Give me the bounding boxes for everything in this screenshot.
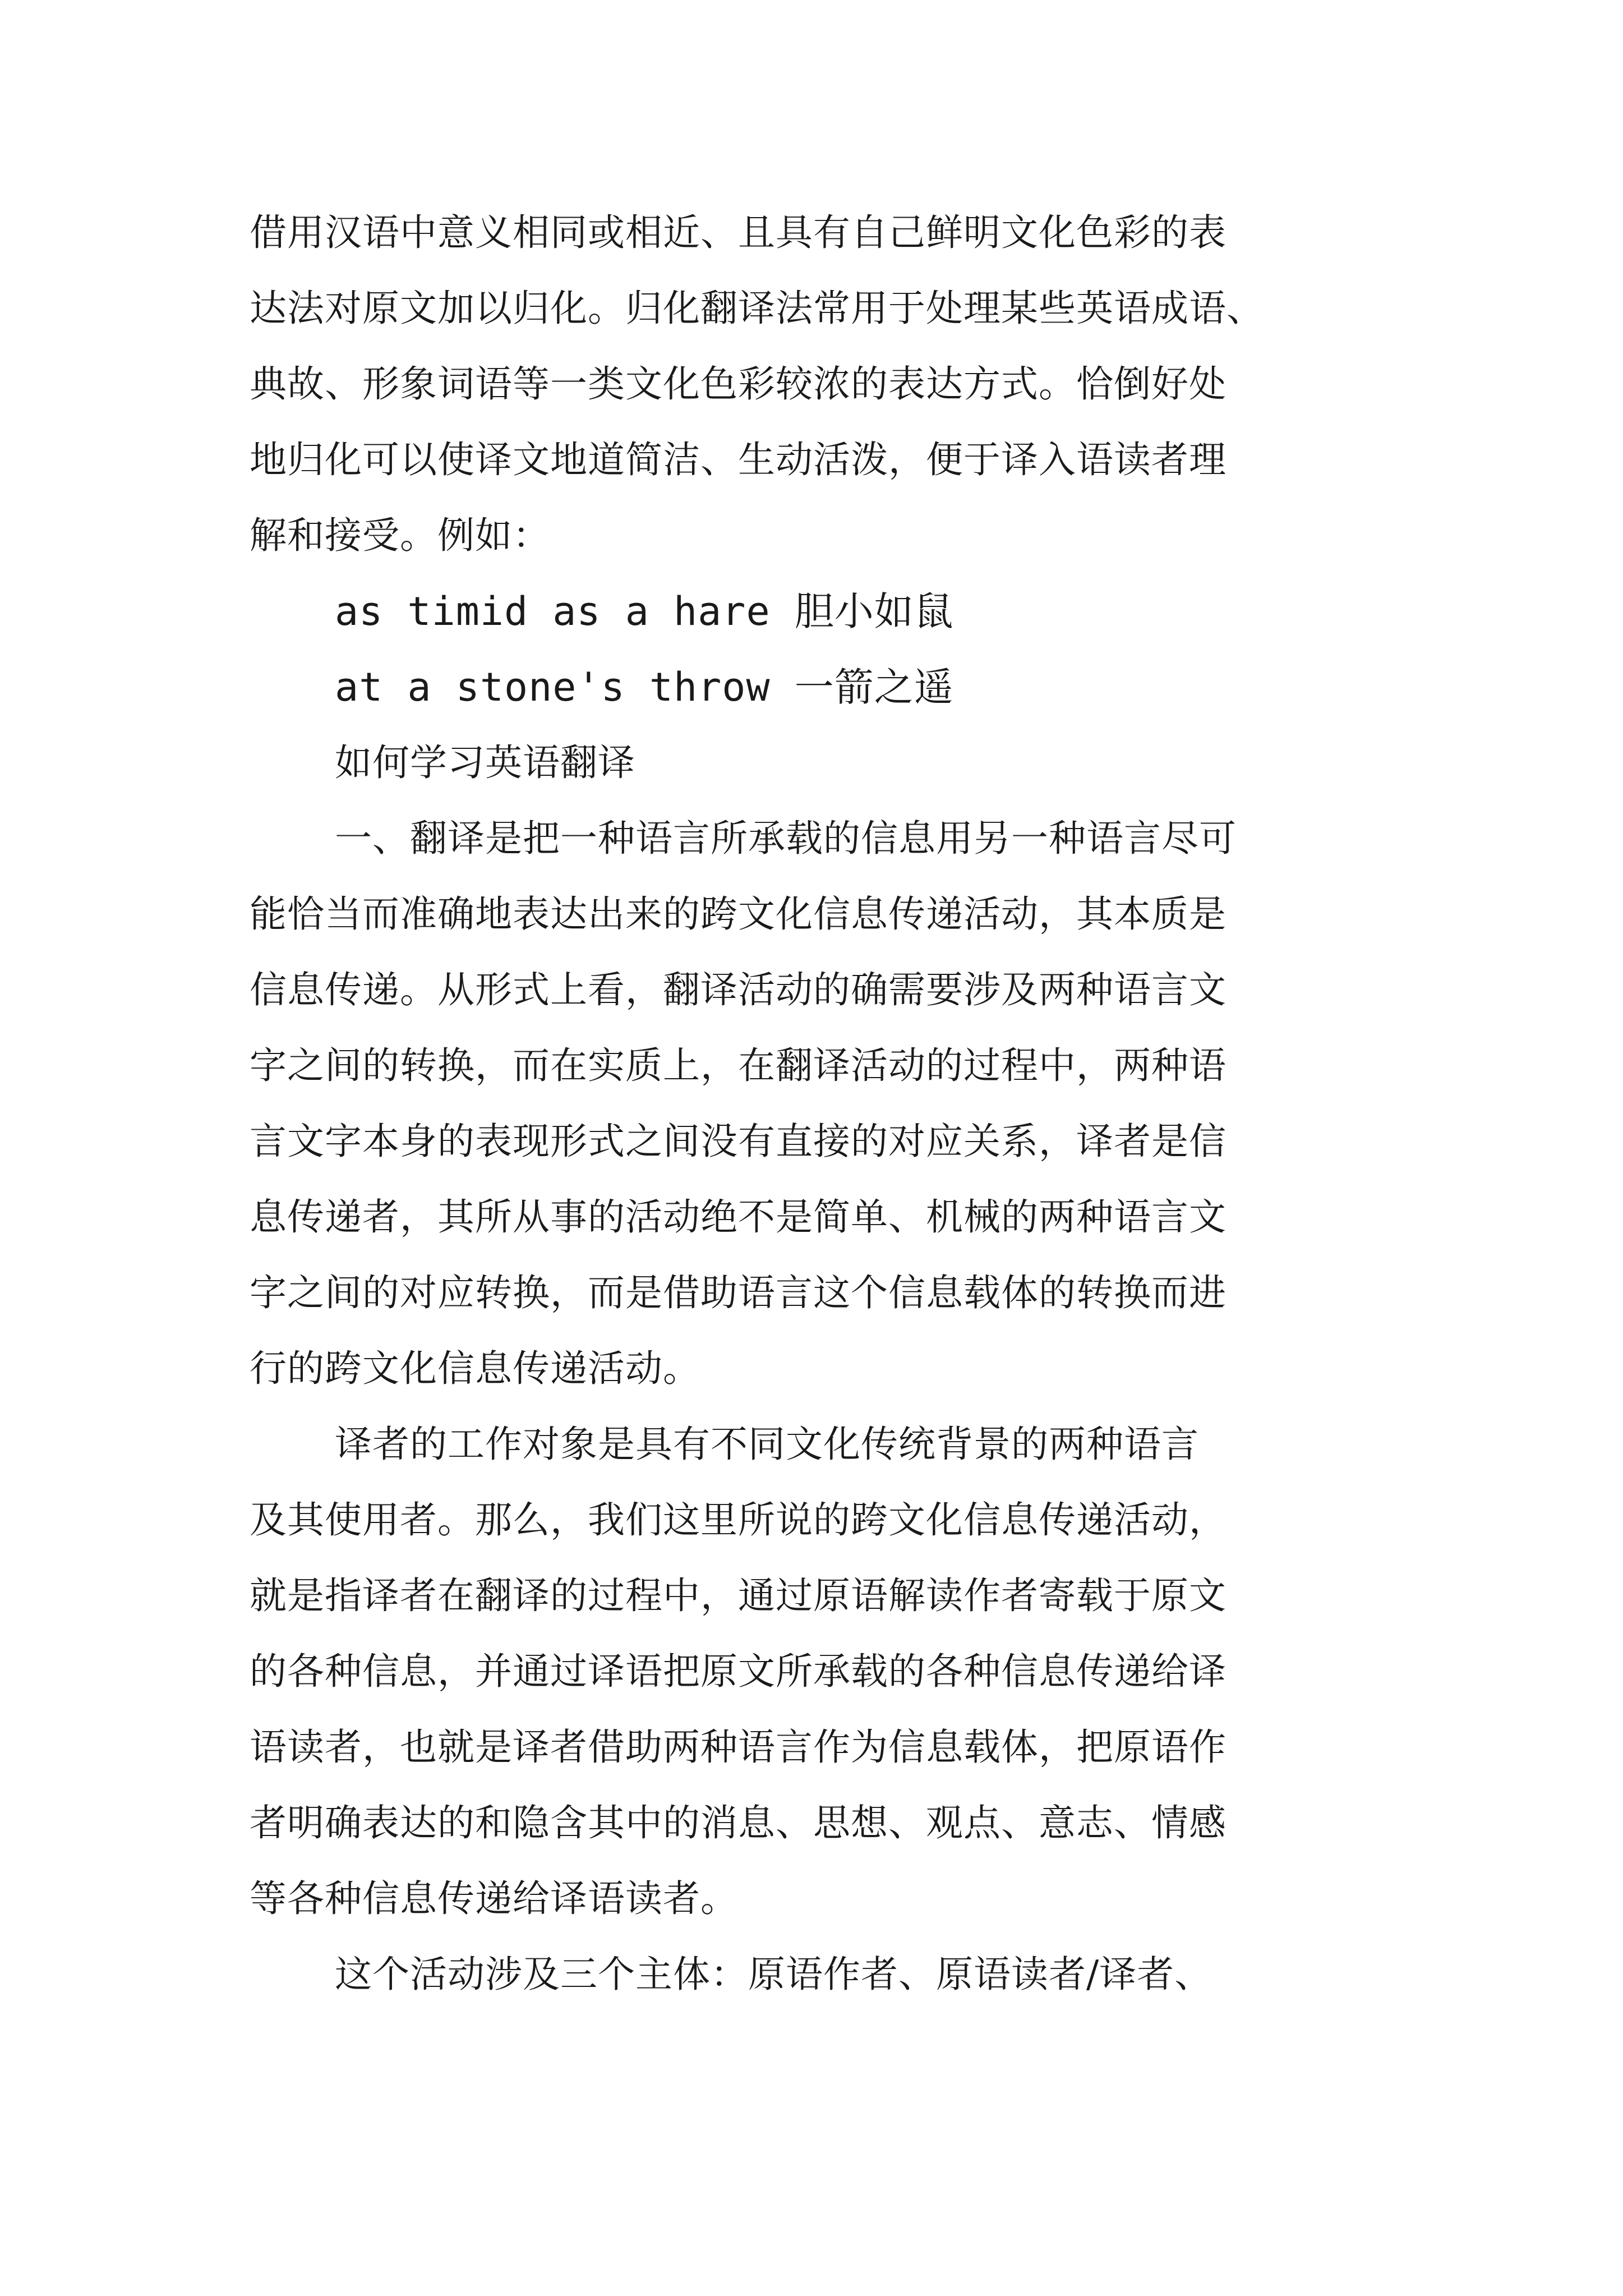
- paragraph-line: 行的跨文化信息传递活动。: [250, 1347, 700, 1390]
- paragraph-line: 就是指译者在翻译的过程中，通过原语解读作者寄载于原文: [250, 1574, 1227, 1617]
- paragraph-line: 译者的工作对象是具有不同文化传统背景的两种语言: [335, 1423, 1199, 1466]
- section-heading: 如何学习英语翻译: [335, 741, 635, 784]
- paragraph-line: 信息传递。从形式上看，翻译活动的确需要涉及两种语言文: [250, 968, 1227, 1011]
- paragraph-line: 能恰当而准确地表达出来的跨文化信息传递活动，其本质是: [250, 892, 1227, 936]
- paragraph-line: 典故、形象词语等一类文化色彩较浓的表达方式。恰倒好处: [250, 362, 1227, 406]
- example-line: as timid as a hare 胆小如鼠: [335, 588, 954, 634]
- paragraph-line: 字之间的对应转换，而是借助语言这个信息载体的转换而进: [250, 1271, 1227, 1314]
- paragraph-line: 这个活动涉及三个主体：原语作者、原语读者/译者、: [335, 1953, 1212, 1996]
- paragraph-line: 一、翻译是把一种语言所承载的信息用另一种语言尽可: [335, 817, 1237, 860]
- example-line: at a stone's throw 一箭之遥: [335, 664, 954, 710]
- paragraph-line: 息传递者，其所从事的活动绝不是简单、机械的两种语言文: [250, 1195, 1227, 1239]
- paragraph-line: 地归化可以使译文地道简洁、生动活泼，便于译入语读者理: [250, 438, 1227, 481]
- paragraph-line: 及其使用者。那么，我们这里所说的跨文化信息传递活动，: [250, 1498, 1227, 1542]
- paragraph-line: 者明确表达的和隐含其中的消息、思想、观点、意志、情感: [250, 1801, 1227, 1844]
- paragraph-line: 解和接受。例如：: [250, 514, 550, 557]
- paragraph-line: 字之间的转换，而在实质上，在翻译活动的过程中，两种语: [250, 1044, 1227, 1087]
- paragraph-line: 达法对原文加以归化。归化翻译法常用于处理某些英语成语、: [250, 287, 1264, 330]
- paragraph-line: 等各种信息传递给译语读者。: [250, 1877, 738, 1920]
- paragraph-line: 借用汉语中意义相同或相近、且具有自己鲜明文化色彩的表: [250, 211, 1227, 254]
- paragraph-line: 的各种信息，并通过译语把原文所承载的各种信息传递给译: [250, 1650, 1227, 1693]
- paragraph-line: 语读者，也就是译者借助两种语言作为信息载体，把原语作: [250, 1726, 1227, 1769]
- paragraph-line: 言文字本身的表现形式之间没有直接的对应关系，译者是信: [250, 1120, 1227, 1163]
